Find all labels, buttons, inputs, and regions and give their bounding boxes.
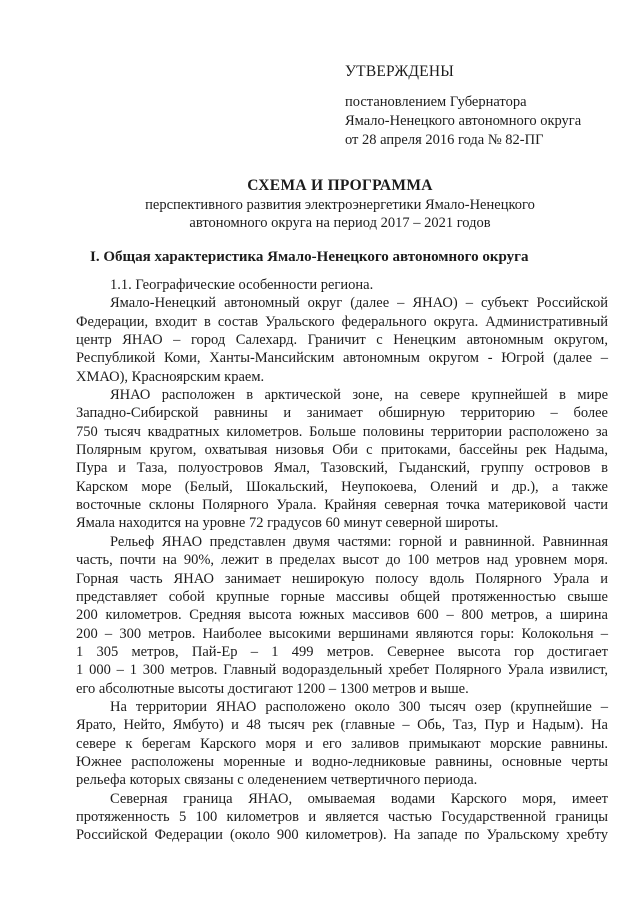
text-line: восточные склоны Полярного Урала. Крайняя северная точка материковой части bbox=[76, 497, 608, 514]
text-line: протяженность 5 100 километров и является частью Государственной границы bbox=[76, 808, 608, 825]
document-title-block bbox=[60, 176, 620, 232]
text-line: часть, почти на 90%, лежит в пределах высот до 100 метров над уровнем моря. bbox=[76, 552, 608, 569]
text-line: Карском море (Белый, Шокальский, Неупокоева, Олений и др.), а также bbox=[76, 478, 608, 495]
text-line: Западно-Сибирской равнины и занимает обширную территорию – более bbox=[76, 405, 608, 422]
document-subtitle-line: перспективного развития электроэнергетики Ямало-Ненецкого bbox=[145, 197, 535, 213]
text-line: 200 – 300 метров. Наиболее высокими вершинами являются горы: Колокольня – bbox=[76, 625, 608, 642]
text-line: Республикой Коми, Ханты-Мансийским автономным округом - Югрой (далее – bbox=[76, 350, 608, 367]
text-line: ХМАО), Красноярским краем. bbox=[76, 368, 265, 385]
text-line: Ярато, Нейто, Ямбуто) и 48 тысяч рек (главные – Обь, Таз, Пур и Надым). На bbox=[76, 717, 608, 734]
text-line: представляет собой крупные горные массивы общей протяженностью свыше bbox=[76, 588, 608, 605]
document-title: СХЕМА И ПРОГРАММА bbox=[247, 177, 433, 194]
text-line: севере к берегам Карского моря и его заливов примыкают морские равнины. bbox=[76, 735, 608, 752]
document-subtitle-line: автономного округа на период 2017 – 2021 годов bbox=[189, 215, 491, 231]
text-line: рельефа которых связаны с оледенением четвертичного периода. bbox=[76, 772, 478, 789]
text-line: 1 305 метров, Пай-Ер – 1 499 метров. Севернее высота гор достигает bbox=[76, 643, 608, 660]
text-line: Российской Федерации (около 900 километров). На западе по Уральскому хребту bbox=[76, 827, 608, 844]
approval-heading: УТВЕРЖДЕНЫ bbox=[345, 63, 454, 80]
text-line: Пура и Таза, полуостровов Ямал, Тазовский, Гыданский, группу островов в bbox=[76, 460, 608, 477]
text-line: 1 000 – 1 300 метров. Главный водораздельный хребет Полярного Урала извилист, bbox=[76, 662, 608, 679]
approval-line: постановлением Губернатора bbox=[345, 94, 527, 110]
text-line: Северная граница ЯНАО, омываемая водами Карского моря, имеет bbox=[110, 790, 608, 807]
text-line: 1.1. Географические особенности региона. bbox=[110, 277, 374, 293]
text-line: Горная часть ЯНАО занимает неширокую полосу вдоль Полярного Урала и bbox=[76, 570, 608, 587]
approval-line: Ямало-Ненецкого автономного округа bbox=[345, 113, 582, 129]
text-line: Ямало-Ненецкий автономный округ (далее – ЯНАО) – субъект Российской bbox=[110, 295, 608, 312]
approval-block bbox=[345, 62, 625, 150]
text-line: 750 тысяч квадратных километров. Больше половины территории расположено за bbox=[76, 423, 608, 440]
body-text bbox=[76, 276, 608, 845]
text-line: ЯНАО расположен в арктической зоне, на севере крупнейшей в мире bbox=[110, 387, 608, 404]
text-line: Рельеф ЯНАО представлен двумя частями: горной и равнинной. Равнинная bbox=[110, 533, 608, 550]
section-heading: I. Общая характеристика Ямало-Ненецкого автономного округа bbox=[90, 249, 529, 265]
text-line: Ямала находится на уровне 72 градусов 60 минут северной широты. bbox=[76, 515, 499, 532]
text-line: центр ЯНАО – город Салехард. Граничит с Ненецким автономным округом, bbox=[76, 332, 608, 349]
text-line: Южнее расположены моренные и водно-ледниковые равнины, основные черты bbox=[76, 753, 608, 770]
approval-line: от 28 апреля 2016 года № 82-ПГ bbox=[345, 132, 544, 148]
text-line: 200 километров. Средняя высота южных массивов 600 – 800 метров, а ширина bbox=[76, 607, 608, 624]
text-line: его абсолютные высоты достигают 1200 – 1300 метров и выше. bbox=[76, 680, 469, 697]
text-line: На территории ЯНАО расположено около 300 тысяч озер (крупнейшие – bbox=[110, 698, 608, 715]
text-line: Полярным кругом, охватывая низовья Оби с притоками, бассейны рек Надыма, bbox=[76, 442, 608, 459]
text-line: Федерации, входит в состав Уральского федерального округа. Административный bbox=[76, 313, 608, 330]
